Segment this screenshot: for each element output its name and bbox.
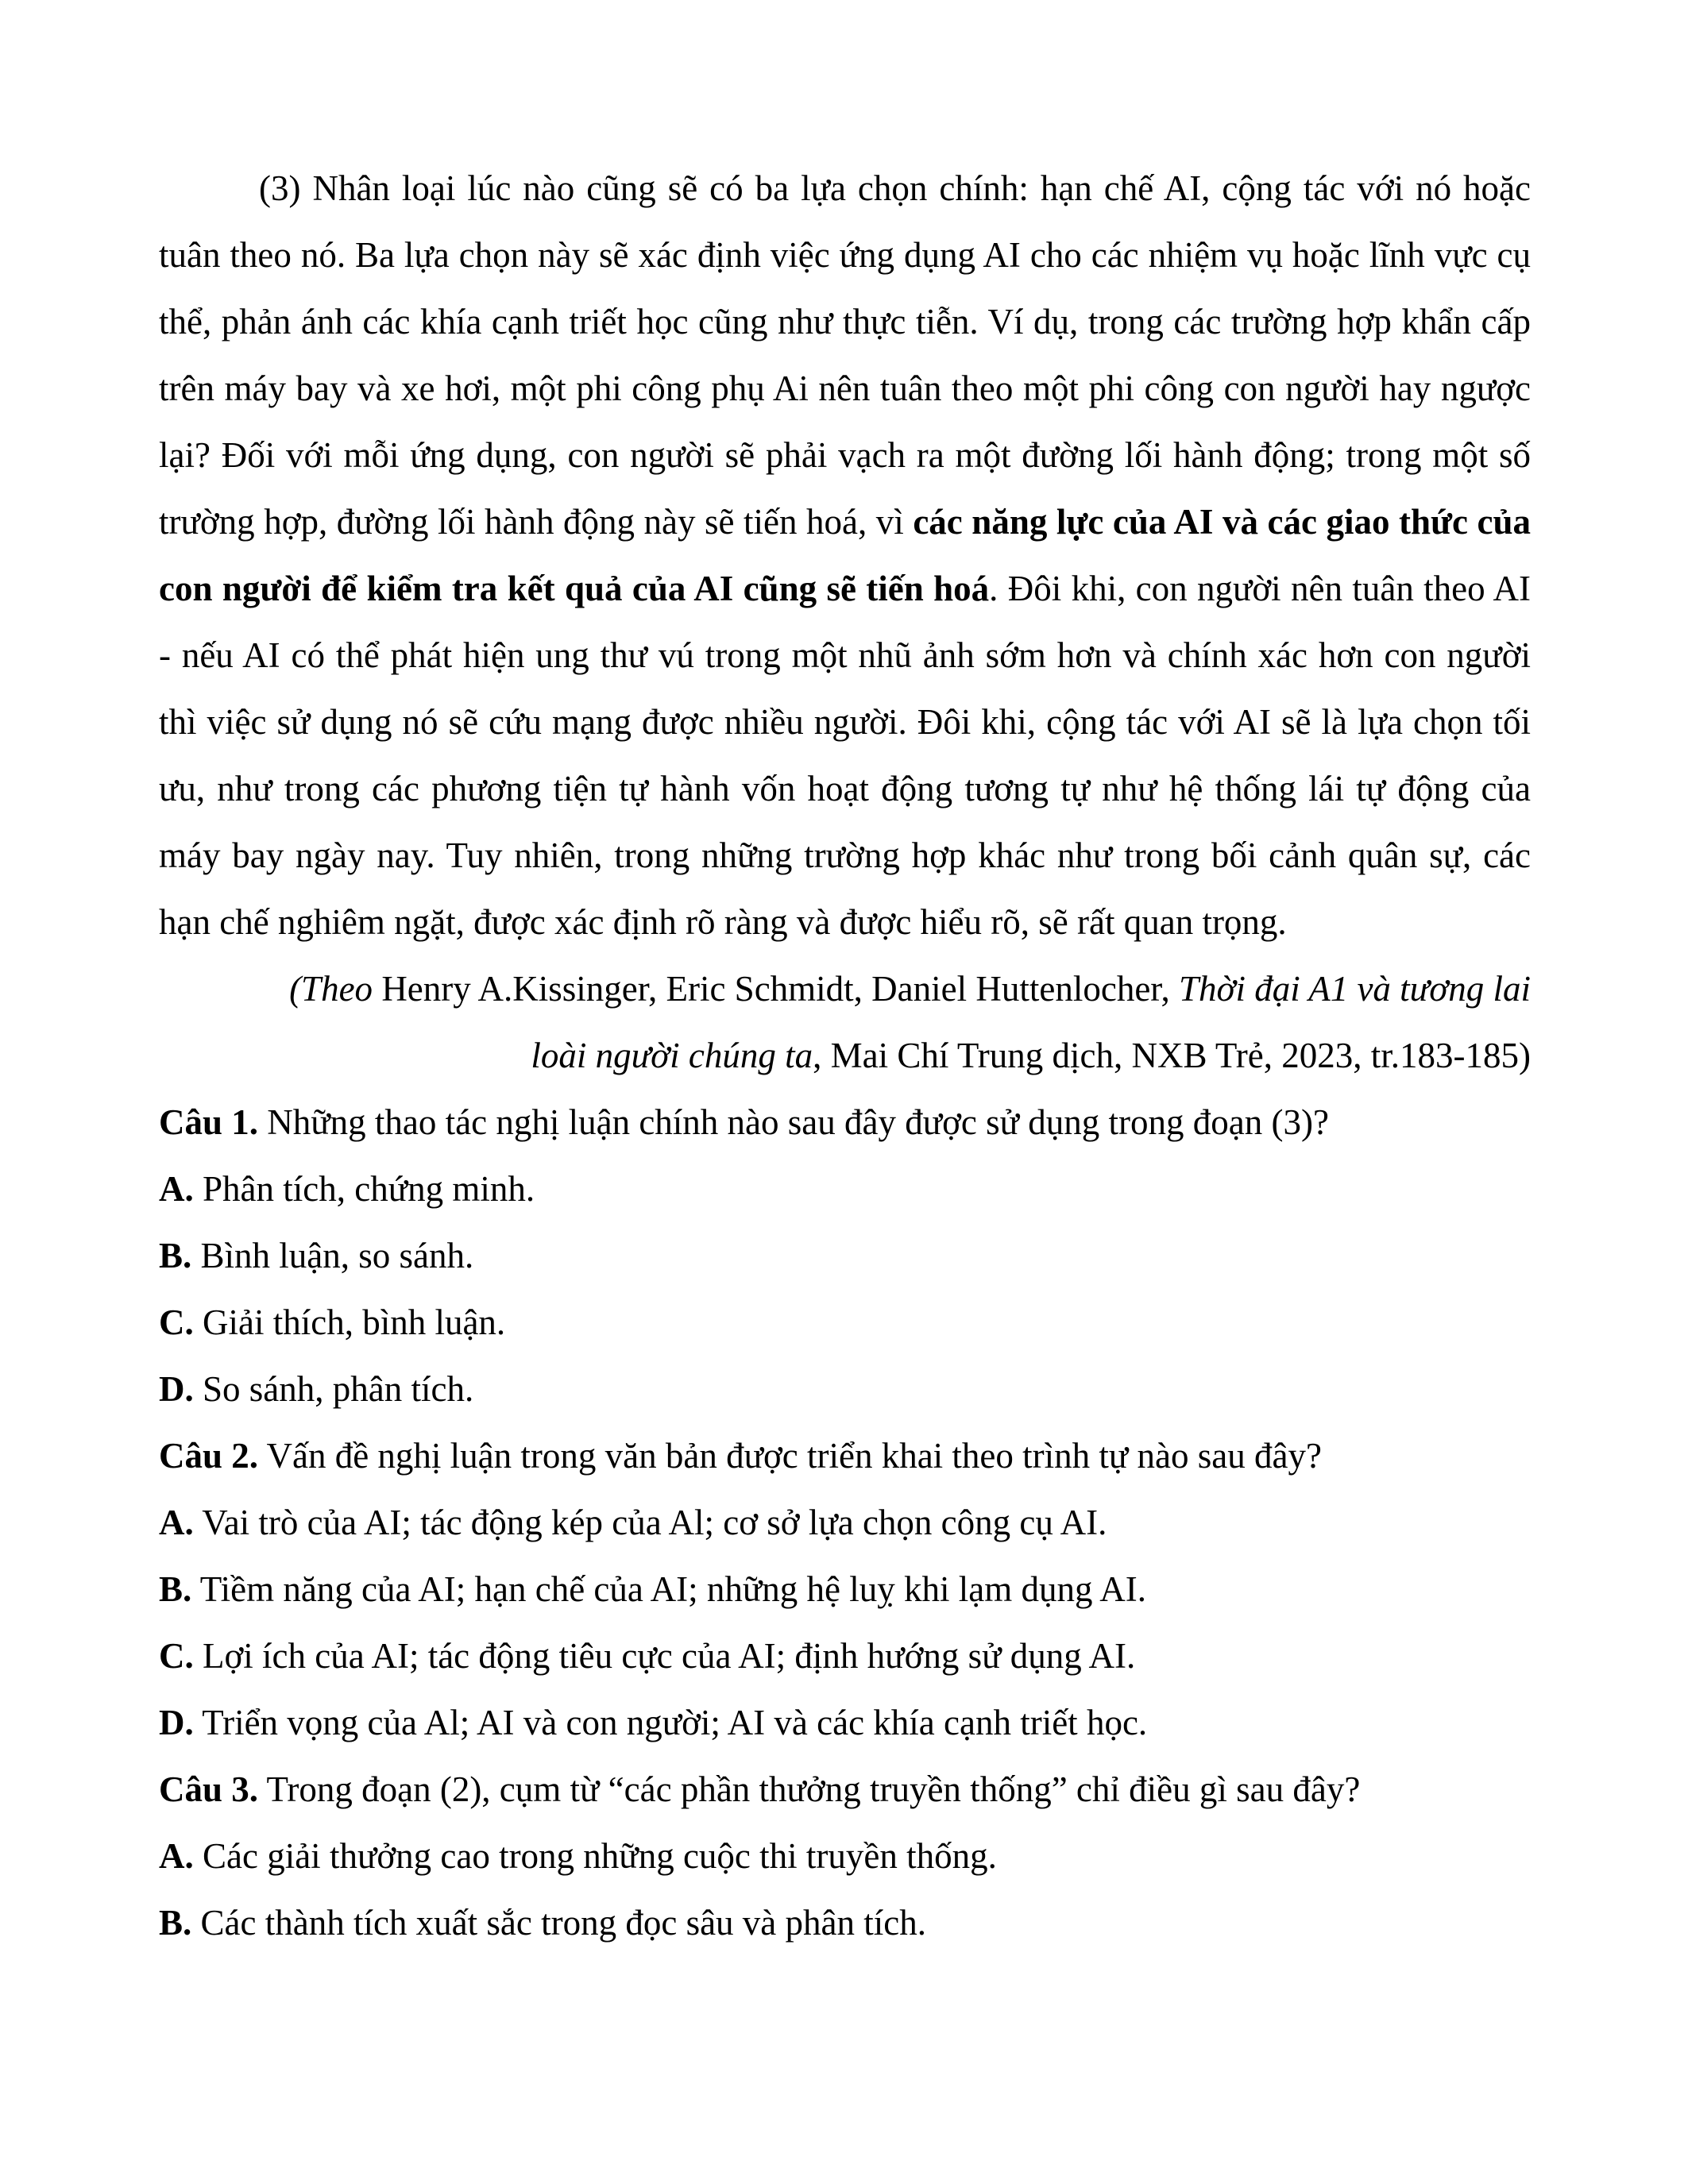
option-text: Bình luận, so sánh. (200, 1236, 474, 1275)
option-letter: C. (159, 1302, 194, 1342)
option-letter: A. (159, 1836, 194, 1876)
option-letter: A. (159, 1503, 194, 1542)
option-text: Các thành tích xuất sắc trong đọc sâu và phân tích. (200, 1903, 926, 1943)
citation (159, 955, 1531, 1089)
option-text: Lợi ích của AI; tác động tiêu cực của AI; định hướng sử dụng AI. (203, 1636, 1136, 1676)
question-1-option-b (159, 1222, 1531, 1289)
option-letter: D. (159, 1369, 194, 1409)
option-letter: C. (159, 1636, 194, 1676)
question-2-option-b (159, 1556, 1531, 1623)
citation-title-part-1: Thời đại A1 và tương lai (1178, 969, 1531, 1009)
option-letter: B. (159, 1236, 192, 1275)
passage-paragraph-3 (159, 155, 1531, 955)
passage-text-after-bold: . Đôi khi, con người nên tuân theo AI - nếu AI có thể phát hiện ung thư vú trong một nhũ ảnh sớm hơn và chính xác hơn con người thì việc sử dụng nó sẽ cứu mạng được nhiều người. Đôi khi, cộng tác với AI sẽ là lựa chọn tối ưu, như trong các phương tiện tự hành vốn hoạt động tương tự như hệ thống lái tự động của máy bay ngày nay. Tuy nhiên, trong những trường hợp khác như trong bối cảnh quân sự, các hạn chế nghiêm ngặt, được xác định rõ ràng và được hiểu rõ, sẽ rất quan trọng. (159, 569, 1531, 942)
citation-title-part-2: loài người chúng ta (531, 1036, 813, 1075)
option-text: Vai trò của AI; tác động kép của Al; cơ sở lựa chọn công cụ AI. (202, 1503, 1107, 1542)
question-1-text: Những thao tác nghị luận chính nào sau đây được sử dụng trong đoạn (3)? (267, 1102, 1329, 1142)
question-2-label: Câu 2. (159, 1436, 259, 1476)
question-2-option-c (159, 1623, 1531, 1689)
passage-text-before-bold: (3) Nhân loại lúc nào cũng sẽ có ba lựa chọn chính: hạn chế AI, cộng tác với nó hoặc tuân theo nó. Ba lựa chọn này sẽ xác định việc ứng dụng AI cho các nhiệm vụ hoặc lĩnh vực cụ thể, phản ánh các khía cạnh triết học cũng như thực tiễn. Ví dụ, trong các trường hợp khẩn cấp trên máy bay và xe hơi, một phi công phụ Ai nên tuân theo một phi công con người hay ngược lại? Đối với mỗi ứng dụng, con người sẽ phải vạch ra một đường lối hành động; trong một số trường hợp, đường lối hành động này sẽ tiến hoá, vì (159, 168, 1531, 542)
option-letter: B. (159, 1903, 192, 1943)
question-1-option-c (159, 1289, 1531, 1356)
option-text: Các giải thưởng cao trong những cuộc thi truyền thống. (203, 1836, 997, 1876)
question-3-option-b (159, 1889, 1531, 1956)
question-1-label: Câu 1. (159, 1102, 259, 1142)
question-1 (159, 1089, 1531, 1156)
option-text: Phân tích, chứng minh. (203, 1169, 535, 1209)
citation-publication: , Mai Chí Trung dịch, NXB Trẻ, 2023, tr.183-185) (813, 1036, 1531, 1075)
question-3-text: Trong đoạn (2), cụm từ “các phần thưởng truyền thống” chỉ điều gì sau đây? (266, 1769, 1361, 1809)
question-1-option-a (159, 1156, 1531, 1222)
question-3-label: Câu 3. (159, 1769, 259, 1809)
question-2 (159, 1422, 1531, 1489)
question-3-option-a (159, 1823, 1531, 1889)
question-3 (159, 1756, 1531, 1823)
option-letter: D. (159, 1703, 194, 1742)
option-text: Giải thích, bình luận. (203, 1302, 506, 1342)
text-block (159, 155, 1531, 1956)
citation-line-2 (159, 1022, 1531, 1089)
option-text: Triển vọng của Al; AI và con người; AI và các khía cạnh triết học. (202, 1703, 1148, 1742)
option-text: Tiềm năng của AI; hạn chế của AI; những hệ luỵ khi lạm dụng AI. (199, 1569, 1146, 1609)
question-1-option-d (159, 1356, 1531, 1422)
option-text: So sánh, phân tích. (203, 1369, 474, 1409)
question-2-option-d (159, 1689, 1531, 1756)
passage-text-bold: các năng lực của AI và các giao thức của con người để kiểm tra kết quả của AI cũng sẽ tiến hoá (159, 502, 1531, 608)
citation-authors: Henry A.Kissinger, Eric Schmidt, Daniel Huttenlocher, (373, 969, 1179, 1009)
citation-intro: (Theo (289, 969, 373, 1009)
citation-line-1 (159, 955, 1531, 1022)
option-letter: A. (159, 1169, 194, 1209)
question-2-text: Vấn đề nghị luận trong văn bản được triển khai theo trình tự nào sau đây? (266, 1436, 1322, 1476)
question-2-option-a (159, 1489, 1531, 1556)
option-letter: B. (159, 1569, 192, 1609)
